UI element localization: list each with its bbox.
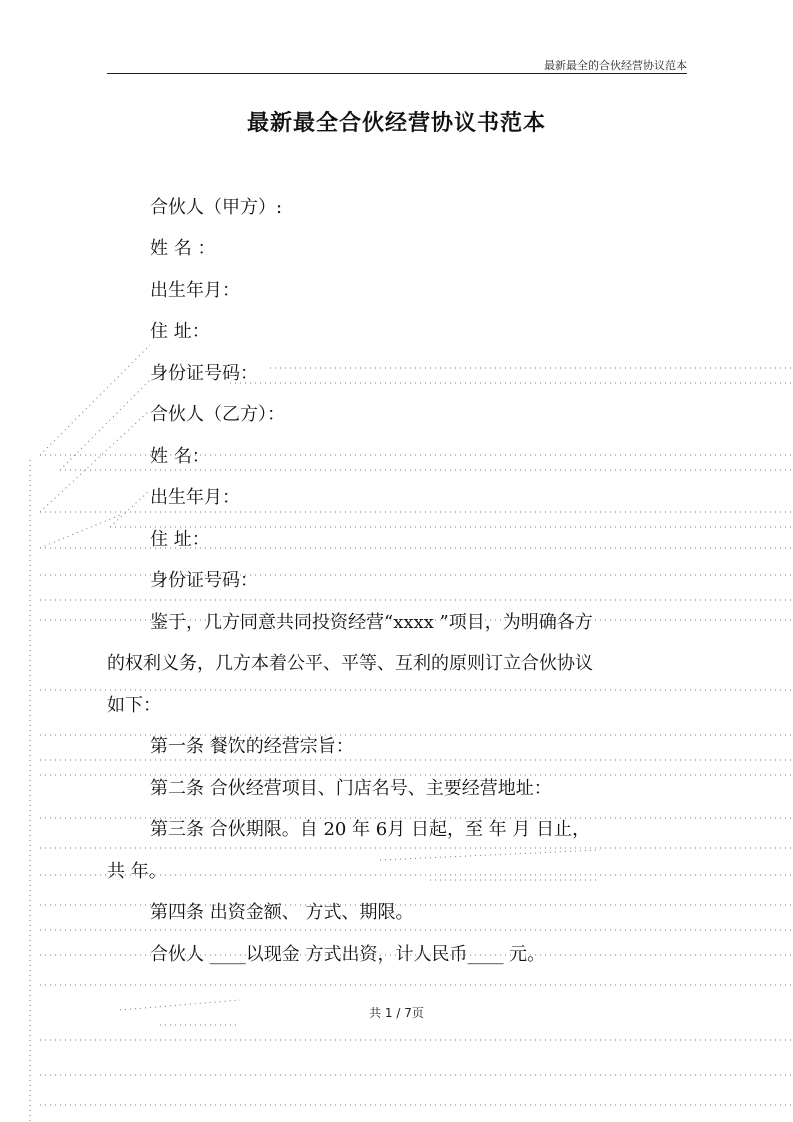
recital-line-1: 鉴于，几方同意共同投资经营“xxxx ”项目，为明确各方 <box>150 612 593 633</box>
article-3-line-1: 第三条 合伙期限。自 20 年 6月 日起，至 年 月 日止， <box>150 819 591 840</box>
party-a-heading: 合伙人（甲方）: <box>150 197 283 218</box>
party-b-heading: 合伙人（乙方）： <box>150 404 285 425</box>
article-3-line-2: 共 年。 <box>107 861 167 882</box>
document-title: 最新最全合伙经营协议书范本 <box>246 110 546 136</box>
party-b-id-field: 身份证号码： <box>150 570 258 591</box>
article-2: 第二条 合伙经营项目、门店名号、主要经营地址： <box>150 778 552 799</box>
party-b-name-field: 姓 名： <box>150 446 210 467</box>
running-header: 最新最全的合伙经营协议范本 <box>544 59 687 72</box>
header-divider <box>107 73 687 74</box>
recital-line-3: 如下： <box>107 695 161 716</box>
party-a-name-field: 姓 名 ： <box>150 238 216 259</box>
page-number: 共 1 / 7页 <box>369 1006 424 1020</box>
article-4: 第四条 出资金额、 方式、期限。 <box>150 902 414 923</box>
article-1: 第一条 餐饮的经营宗旨： <box>150 736 354 757</box>
party-a-id-field: 身份证号码： <box>150 363 258 384</box>
article-4-contribution: 合伙人 ____以现金 方式出资，计人民币____ 元。 <box>150 944 546 965</box>
party-b-birth-field: 出生年月： <box>150 487 240 508</box>
party-a-birth-field: 出生年月： <box>150 280 240 301</box>
recital-line-2: 的权利义务，几方本着公平、平等、互利的原则订立合伙协议 <box>107 653 593 674</box>
party-a-address-field: 住 址： <box>150 321 210 342</box>
party-b-address-field: 住 址： <box>150 529 210 550</box>
